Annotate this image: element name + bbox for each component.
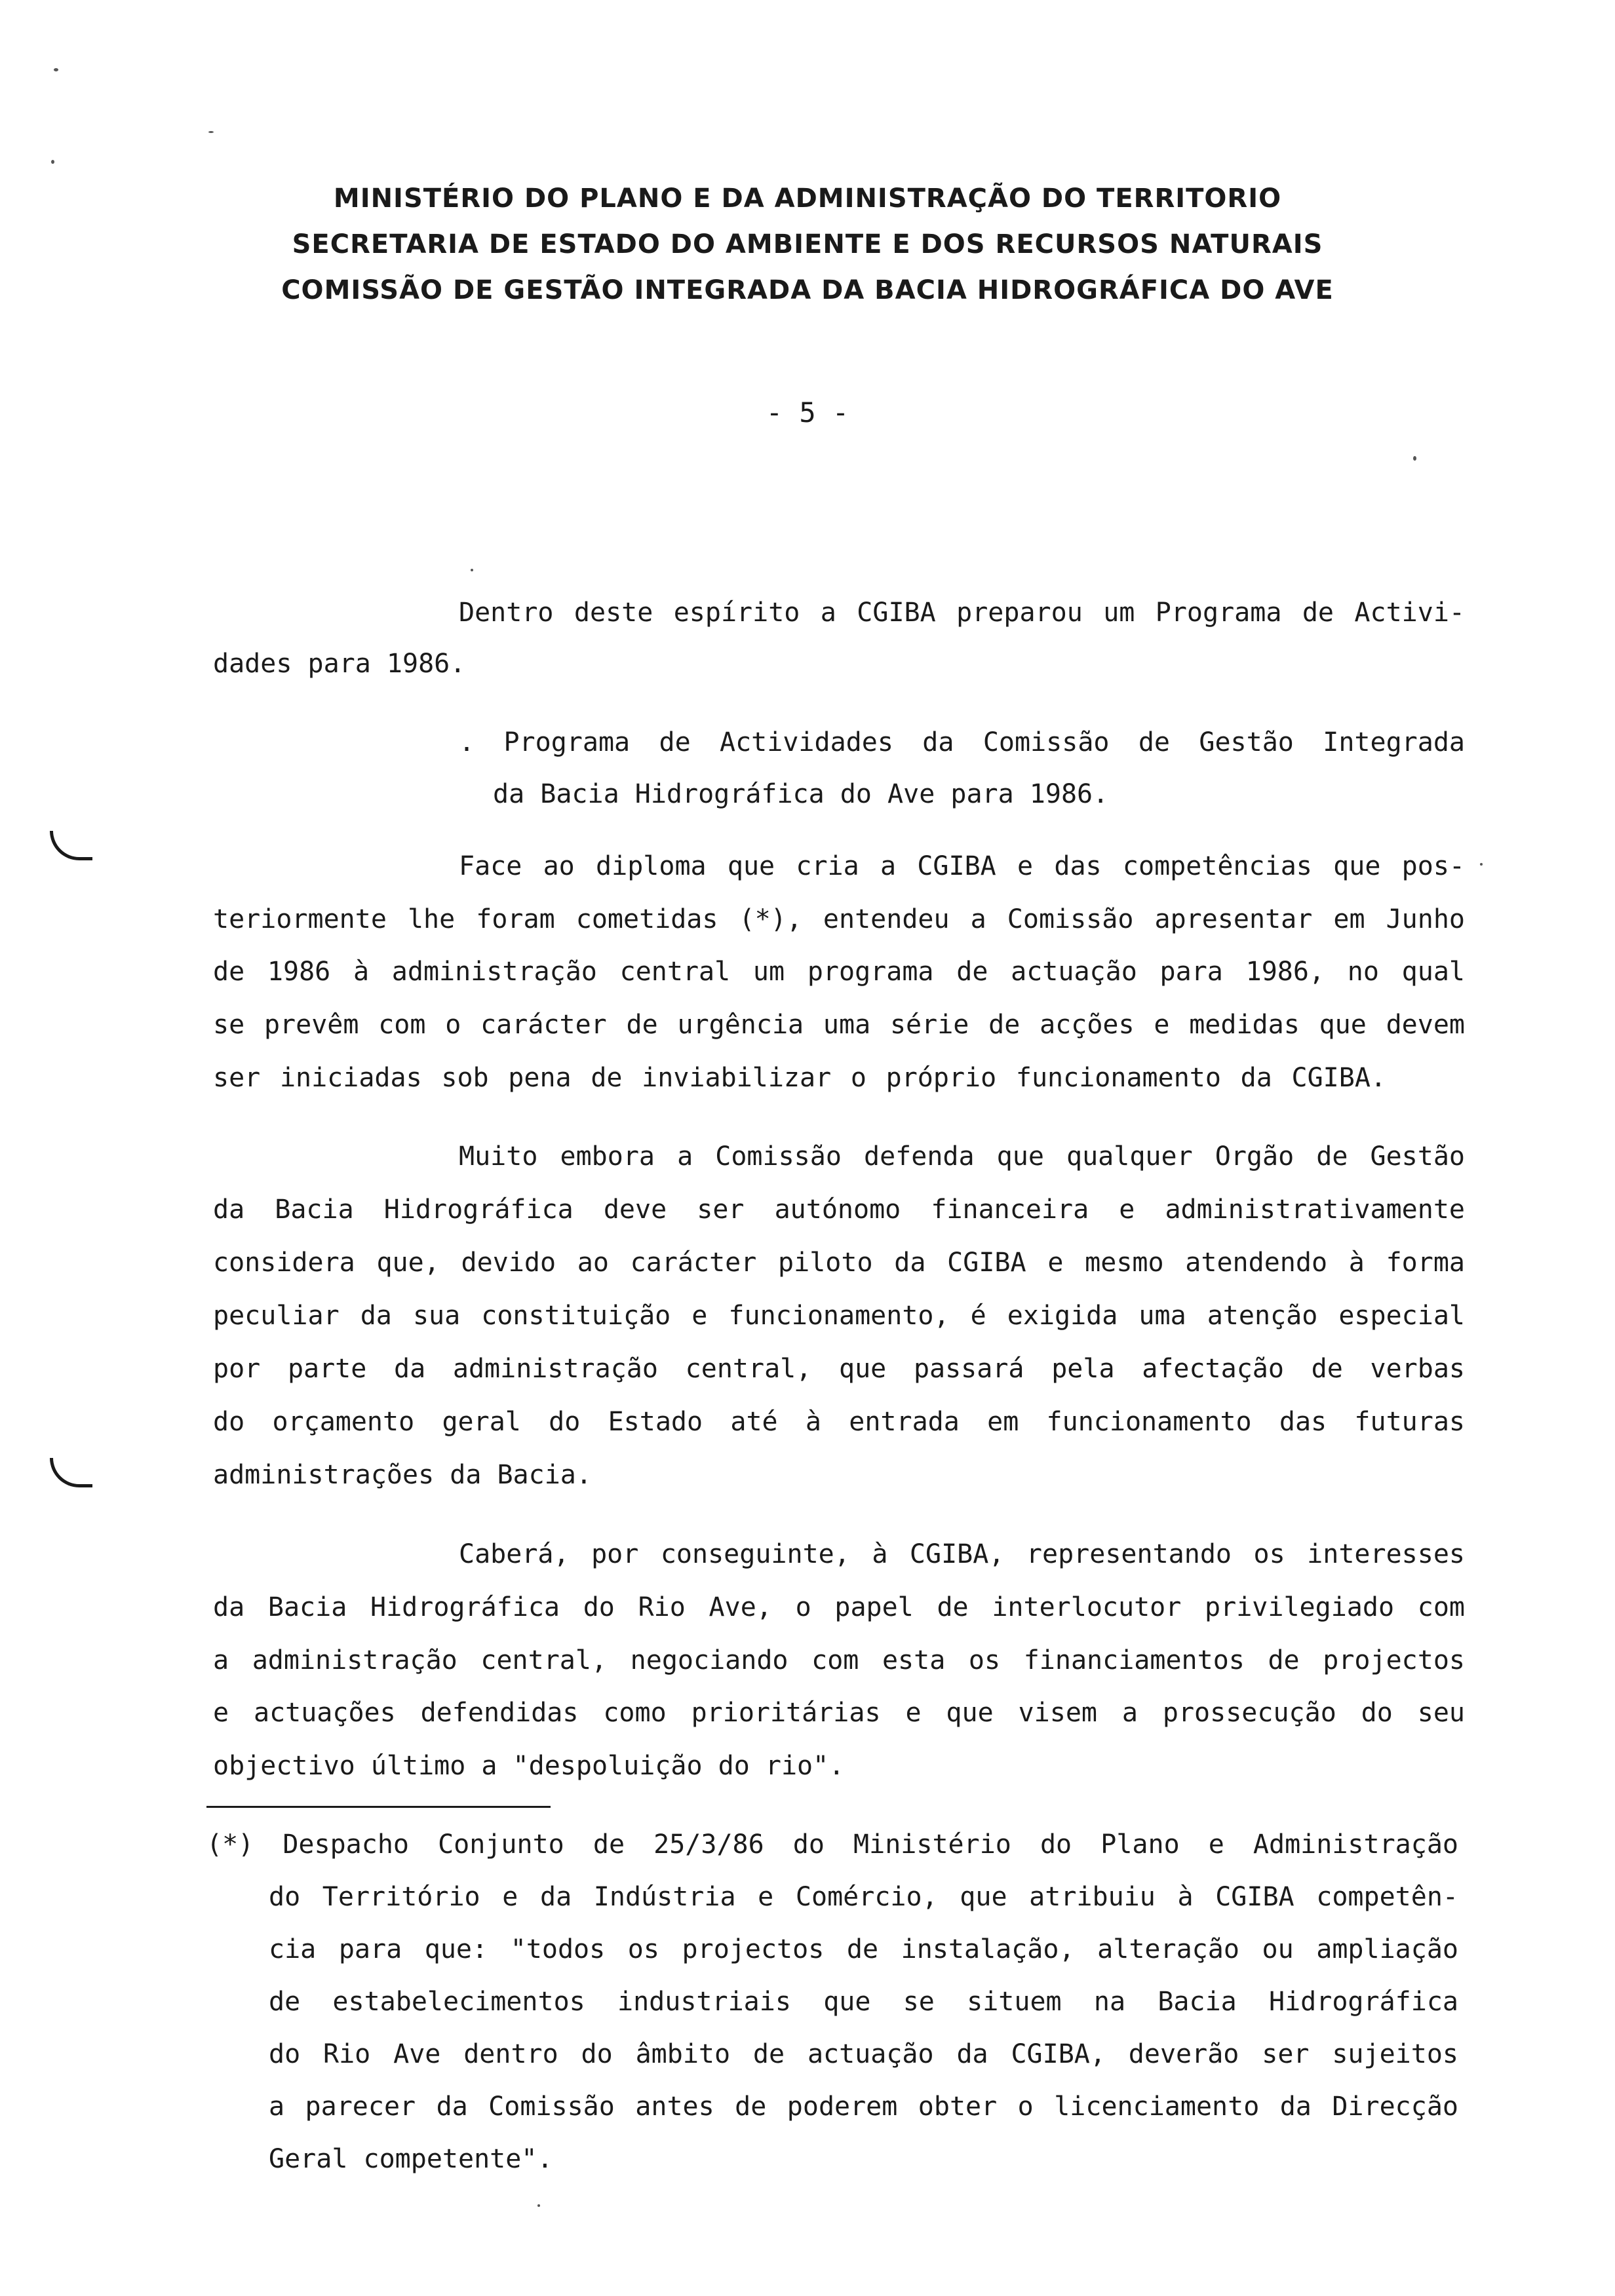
scan-speck <box>1413 456 1416 461</box>
paragraph-line: de 1986 à administração central um programa de actuação para 1986, no qual <box>213 957 1465 987</box>
paragraph-line: teriormente lhe foram cometidas (*), entendeu a Comissão apresentar em Junho <box>213 904 1465 934</box>
scan-speck <box>208 131 214 133</box>
paragraph-line: administrações da Bacia. <box>213 1460 592 1490</box>
paragraph-line: peculiar da sua constituição e funcionamento, é exigida uma atenção especial <box>213 1301 1465 1331</box>
paragraph-line: Face ao diploma que cria a CGIBA e das competências que pos- <box>459 851 1465 881</box>
footnote-line: cia para que: "todos os projectos de instalação, alteração ou ampliação <box>269 1934 1458 1964</box>
footnote-line: a parecer da Comissão antes de poderem obter o licenciamento da Direcção <box>269 2092 1458 2122</box>
paragraph-line: a administração central, negociando com esta os financiamentos de projectos <box>213 1645 1465 1675</box>
header-commission: COMISSÃO DE GESTÃO INTEGRADA DA BACIA HIDROGRÁFICA DO AVE <box>281 275 1334 305</box>
footnote-separator <box>206 1806 551 1808</box>
footnote-line: (*) Despacho Conjunto de 25/3/86 do Ministério do Plano e Administração <box>206 1829 1458 1860</box>
binder-hole-mark <box>50 831 92 860</box>
paragraph-line: Muito embora a Comissão defenda que qualquer Orgão de Gestão <box>459 1141 1465 1172</box>
footnote-line: do Território e da Indústria e Comércio, que atribuiu à CGIBA competên- <box>269 1882 1458 1912</box>
scan-speck <box>54 68 58 71</box>
scan-speck <box>471 569 473 571</box>
bullet-item-line: da Bacia Hidrográfica do Ave para 1986. <box>493 779 1109 809</box>
footnote-line: Geral competente". <box>269 2144 553 2174</box>
paragraph-line: da Bacia Hidrográfica do Rio Ave, o papel de interlocutor privilegiado com <box>213 1592 1465 1622</box>
page-number: - 5 - <box>766 396 849 429</box>
document-header <box>0 176 1615 313</box>
bullet-item-line: . Programa de Actividades da Comissão de Gestão Integrada <box>459 727 1465 757</box>
binder-hole-mark <box>50 1458 92 1487</box>
scan-speck <box>1480 863 1483 866</box>
paragraph-line: se prevêm com o carácter de urgência uma série de acções e medidas que devem <box>213 1010 1465 1040</box>
scan-speck <box>51 160 54 164</box>
paragraph-line: e actuações defendidas como prioritárias e que visem a prossecução do seu <box>213 1698 1465 1728</box>
footnote-line: de estabelecimentos industriais que se situem na Bacia Hidrográfica <box>269 1987 1458 2017</box>
paragraph-line: da Bacia Hidrográfica deve ser autónomo financeira e administrativamente <box>213 1195 1465 1225</box>
footnote-line: do Rio Ave dentro do âmbito de actuação da CGIBA, deverão ser sujeitos <box>269 2039 1458 2069</box>
paragraph-line: objectivo último a "despoluição do rio". <box>213 1751 845 1781</box>
paragraph-line: Caberá, por conseguinte, à CGIBA, representando os interesses <box>459 1539 1465 1569</box>
paragraph-line: por parte da administração central, que passará pela afectação de verbas <box>213 1354 1465 1384</box>
paragraph-line: ser iniciadas sob pena de inviabilizar o próprio funcionamento da CGIBA. <box>213 1063 1386 1093</box>
paragraph-line: Dentro deste espírito a CGIBA preparou um Programa de Activi- <box>459 598 1465 628</box>
paragraph-line: do orçamento geral do Estado até à entrada em funcionamento das futuras <box>213 1407 1465 1437</box>
header-ministry: MINISTÉRIO DO PLANO E DA ADMINISTRAÇÃO DO TERRITORIO <box>333 183 1282 214</box>
header-secretariat: SECRETARIA DE ESTADO DO AMBIENTE E DOS RECURSOS NATURAIS <box>292 229 1323 259</box>
paragraph-line: considera que, devido ao carácter piloto da CGIBA e mesmo atendendo à forma <box>213 1248 1465 1278</box>
scan-speck <box>537 2204 540 2207</box>
paragraph-line: dades para 1986. <box>213 649 466 679</box>
